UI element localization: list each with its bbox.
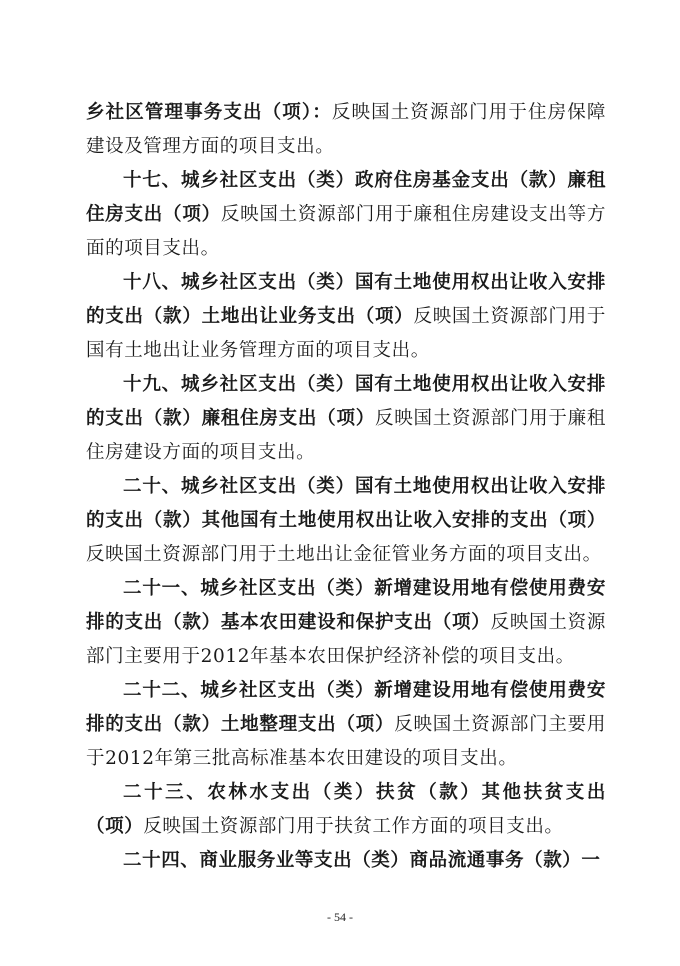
paragraph-item-18 [86,266,606,368]
paragraph-item-23 [86,776,606,844]
item-description: 反映国土资源部门用于住房保障建设及管理方面的项目支出。 [86,102,606,157]
paragraph-item-22 [86,674,606,776]
item-heading: 二十三、农林水支出（类）扶贫（款）其他扶贫支出（项） [86,782,606,837]
paragraph-item-19 [86,368,606,470]
document-body [86,96,606,878]
paragraph-item-17 [86,164,606,266]
item-heading: 二十一、城乡社区支出（类）新增建设用地有偿使用费安排的支出（款）基本农田建设和保护支出（项） [86,578,606,633]
paragraph-item-24 [86,844,606,878]
page-number: - 54 - [327,910,353,924]
item-heading: 二十二、城乡社区支出（类）新增建设用地有偿使用费安排的支出（款）土地整理支出（项） [86,680,606,735]
item-description: 反映国土资源部门用于廉租住房建设支出等方面的项目支出。 [86,204,606,259]
item-heading: 乡社区管理事务支出（项）： [86,102,332,123]
item-heading: 二十四、商业服务业等支出（类）商品流通事务（款）一 [123,850,601,871]
item-heading: 二十、城乡社区支出（类）国有土地使用权出让收入安排的支出（款）其他国有土地使用权出让收入安排的支出（项） [86,476,606,531]
item-description: 反映国土资源部门用于廉租住房建设方面的项目支出。 [86,408,606,463]
paragraph-item-20 [86,470,606,572]
item-description: 反映国土资源部门主要用于2012年第三批高标准基本农田建设的项目支出。 [86,714,606,769]
item-heading: 十八、城乡社区支出（类）国有土地使用权出让收入安排的支出（款）土地出让业务支出（项） [86,272,606,327]
item-description: 反映国土资源部门主要用于2012年基本农田保护经济补偿的项目支出。 [86,612,606,667]
paragraph-item-21 [86,572,606,674]
item-description: 反映国土资源部门用于国有土地出让业务管理方面的项目支出。 [86,306,606,361]
item-description: 反映国土资源部门用于土地出让金征管业务方面的项目支出。 [86,544,602,565]
item-heading: 十九、城乡社区支出（类）国有土地使用权出让收入安排的支出（款）廉租住房支出（项） [86,374,606,429]
item-heading: 十七、城乡社区支出（类）政府住房基金支出（款）廉租住房支出（项） [86,170,606,225]
item-description: 反映国土资源部门用于扶贫工作方面的项目支出。 [143,816,564,837]
paragraph-continuation [86,96,606,164]
